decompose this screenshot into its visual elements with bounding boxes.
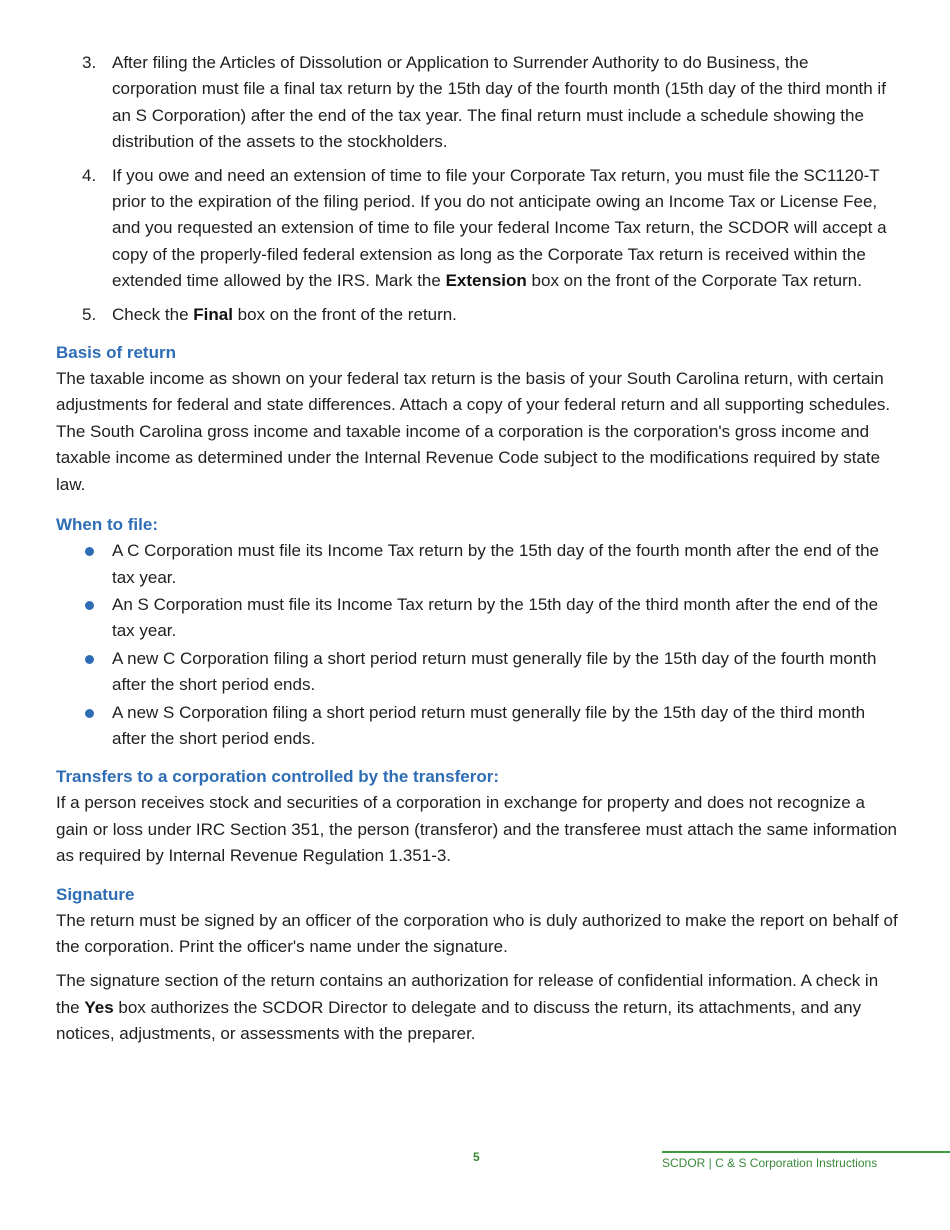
list-item: A new C Corporation filing a short period return must generally file by the 15th day of the fourth month after the short period ends. [56, 646, 898, 699]
signature-text-1: The return must be signed by an officer of the corporation who is duly authorized to make the report on behalf of the corporation. Print the officer's name under the signature. [56, 910, 898, 956]
numbered-step [56, 163, 898, 295]
bullet-icon [85, 709, 94, 718]
bullet-icon [85, 601, 94, 610]
numbered-step [56, 302, 898, 328]
signature-text-2: The signature section of the return contains an authorization for release of confidential information. A check in the Yes box authorizes the SCDOR Director to delegate and to discuss the return, its attachments, and any notices, adjustments, or assessments with the preparer. [56, 971, 879, 1044]
transfers-heading: Transfers to a corporation controlled by the transferor: [56, 767, 500, 787]
list-item: An S Corporation must file its Income Tax return by the 15th day of the third month after the end of the tax year. [56, 592, 898, 645]
document-body [56, 50, 898, 1048]
numbered-step [56, 50, 898, 156]
footer-divider [662, 1151, 950, 1153]
transfers-text: If a person receives stock and securities of a corporation in exchange for property and does not recognize a gain or loss under IRC Section 351, the person (transferor) and the transferee must attach the same information as required by Internal Revenue Regulation 1.351-3. [56, 793, 897, 866]
list-item: A C Corporation must file its Income Tax return by the 15th day of the fourth month after the end of the tax year. [56, 538, 898, 591]
numbered-steps [56, 50, 898, 328]
when-to-file-heading: When to file: [56, 515, 158, 535]
bullet-icon [85, 547, 94, 556]
bullet-icon [85, 655, 94, 664]
step-number: 4. [82, 165, 97, 185]
step-number: 5. [82, 304, 97, 324]
signature-section [56, 882, 898, 1048]
step-text: If you owe and need an extension of time to file your Corporate Tax return, you must file the SC1120-T prior to the expiration of the filing period. If you do not anticipate owing an Income Tax or License Fee, and you requested an extension of time to file your federal Income Tax return, the SCDOR will accept a copy of the properly-filed federal extension as long as the Corporate Tax return is received within the extended time allowed by the IRS. Mark the Extension box on the front of the Corporate Tax return. [112, 165, 887, 291]
when-to-file-list [56, 538, 898, 752]
page-number: 5 [473, 1150, 480, 1164]
basis-section [56, 340, 898, 498]
transfers-section [56, 764, 898, 869]
basis-text: The taxable income as shown on your federal tax return is the basis of your South Carolina return, with certain adjustments for federal and state differences. Attach a copy of your federal return and all supporting schedules. The South Carolina gross income and taxable income of a corporation is the corporation's gross income and taxable income as determined under the Internal Revenue Code subject to the modifications required by state law. [56, 369, 891, 494]
basis-heading: Basis of return [56, 343, 176, 363]
step-text: Check the Final box on the front of the return. [112, 304, 457, 324]
footer-title: SCDOR | C & S Corporation Instructions [662, 1156, 878, 1170]
step-text: After filing the Articles of Dissolution or Application to Surrender Authority to do Business, the corporation must file a final tax return by the 15th day of the fourth month (15th day of the third month if an S Corporation) after the end of the tax year. The final return must include a schedule showing the distribution of the assets to the stockholders. [112, 53, 886, 152]
list-item: A new S Corporation filing a short period return must generally file by the 15th day of the third month after the short period ends. [56, 700, 898, 753]
when-to-file-section [56, 512, 898, 752]
signature-heading: Signature [56, 884, 135, 904]
step-number: 3. [82, 53, 97, 72]
